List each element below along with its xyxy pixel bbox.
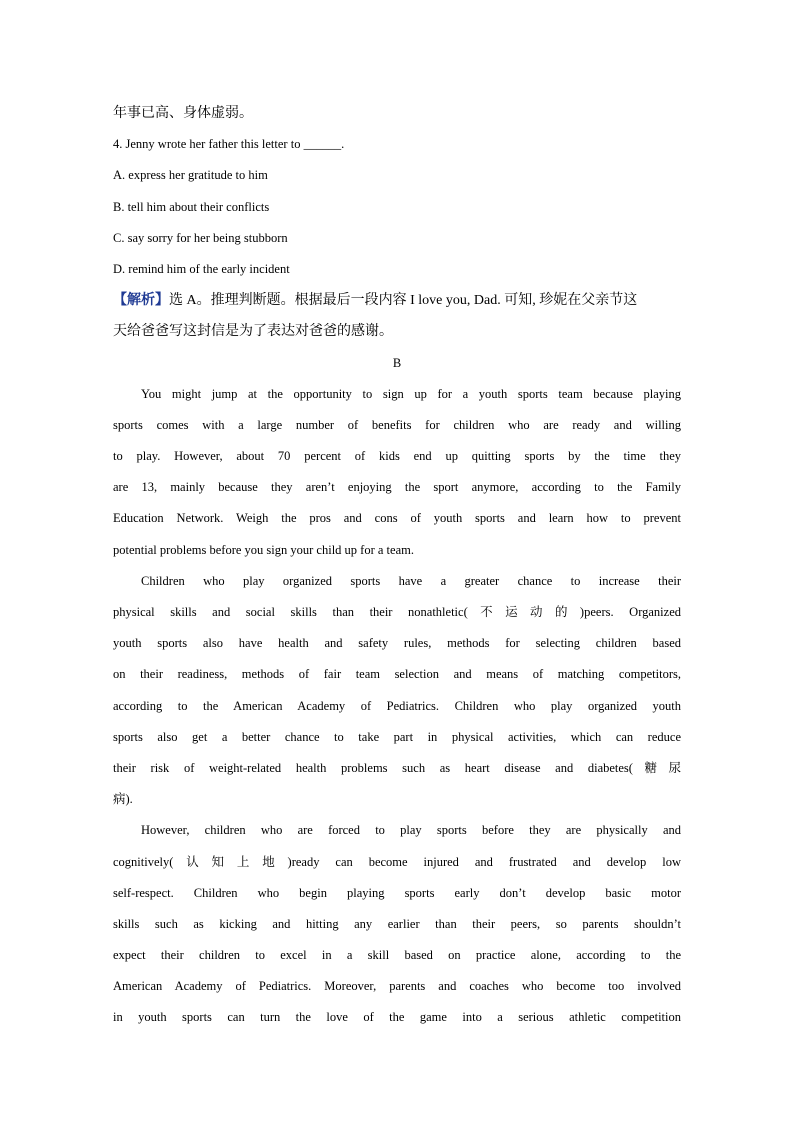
passage-line: Children who play organized sports have a greater chance to increase their bbox=[141, 573, 681, 588]
passage-line: in youth sports can turn the love of the game into a serious athletic competition bbox=[113, 1010, 681, 1025]
question-4 bbox=[113, 129, 681, 285]
passage-line: to play. However, about 70 percent of kids end up quitting sports by the time they bbox=[113, 449, 681, 464]
option-d: D. remind him of the early incident bbox=[113, 261, 290, 276]
passage-line: Education Network. Weigh the pros and cons of youth sports and learn how to prevent bbox=[113, 511, 681, 526]
option-a: A. express her gratitude to him bbox=[113, 168, 268, 183]
analysis-line-2: 天给爸爸写这封信是为了表达对爸爸的感谢。 bbox=[113, 324, 393, 340]
passage-line: However, children who are forced to play sports before they are physically and bbox=[141, 823, 681, 838]
passage-line: according to the American Academy of Pediatrics. Children who play organized youth bbox=[113, 698, 681, 713]
passage-paragraph-1 bbox=[113, 379, 681, 566]
analysis-block bbox=[113, 285, 681, 347]
passage-line: sports also get a better chance to take part in physical activities, which can reduce bbox=[113, 729, 681, 744]
passage-line: cognitively(认知上地)ready can become injured and frustrated and develop low bbox=[113, 854, 681, 869]
option-b: B. tell him about their conflicts bbox=[113, 199, 270, 214]
analysis-line-1 bbox=[113, 285, 681, 316]
passage-line: expect their children to excel in a skill based on practice alone, according to the bbox=[113, 948, 681, 963]
passage-line: skills such as kicking and hitting any earlier than their peers, so parents shouldn’t bbox=[113, 916, 681, 931]
passage-line: sports comes with a large number of benefits for children who are ready and willing bbox=[113, 417, 681, 432]
passage-line: their risk of weight-related health problems such as heart disease and diabetes(糖尿 bbox=[113, 760, 681, 775]
passage-line: 病). bbox=[113, 792, 133, 807]
continuation-line: 年事已高、身体虚弱。 bbox=[113, 106, 253, 121]
page-content bbox=[113, 98, 681, 1034]
section-label: B bbox=[392, 355, 402, 370]
analysis-tag: 【解析】 bbox=[113, 293, 169, 309]
question-stem: 4. Jenny wrote her father this letter to ______. bbox=[113, 137, 345, 152]
passage-line: American Academy of Pediatrics. Moreover, parents and coaches who become too involved bbox=[113, 979, 681, 994]
passage-line: are 13, mainly because they aren’t enjoying the sport anymore, according to the Family bbox=[113, 480, 681, 495]
passage-line: on their readiness, methods of fair team selection and means of matching competitors, bbox=[113, 667, 681, 682]
passage-line: physical skills and social skills than their nonathletic(不运动的)peers. Organized bbox=[113, 605, 681, 619]
passage-line: You might jump at the opportunity to sign up for a youth sports team because playing bbox=[141, 386, 681, 401]
analysis-text-1: 选 A。推理判断题。根据最后一段内容 I love you, Dad. 可知, 珍妮在父亲节这 bbox=[169, 293, 638, 309]
passage-line: self-respect. Children who begin playing sports early don’t develop basic motor bbox=[113, 885, 681, 900]
passage-line: youth sports also have health and safety rules, methods for selecting children based bbox=[113, 636, 681, 651]
option-c: C. say sorry for her being stubborn bbox=[113, 230, 288, 245]
passage-paragraph-3 bbox=[113, 815, 681, 1033]
passage-paragraph-2 bbox=[113, 566, 681, 816]
passage-line: potential problems before you sign your child up for a team. bbox=[113, 542, 414, 557]
